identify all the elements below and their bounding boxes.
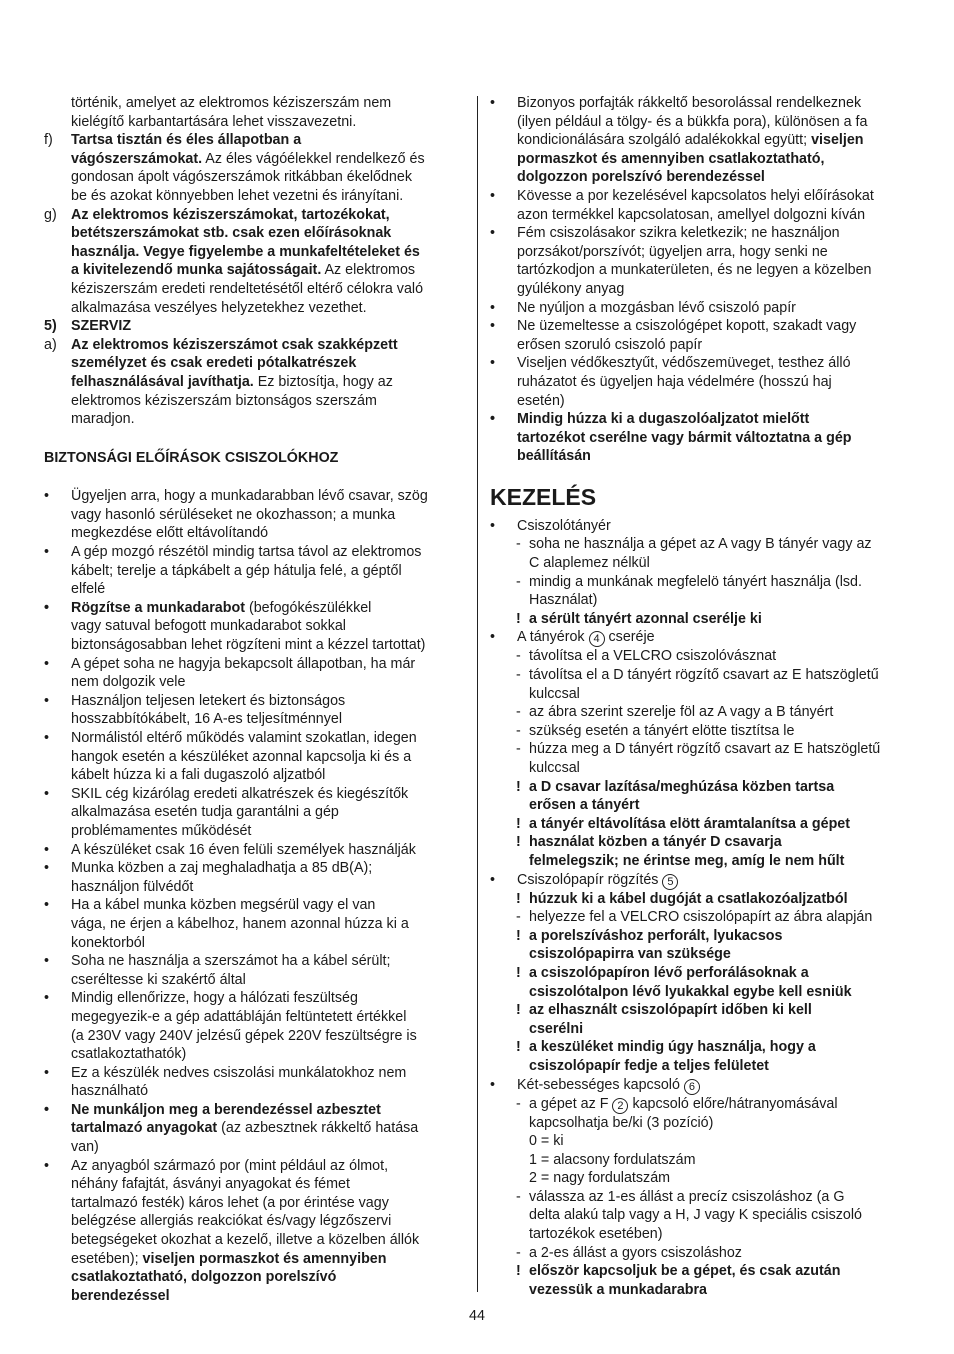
- text-line: a sérült tányért azonnal cserélje ki: [529, 610, 762, 627]
- text-line: gondosan ápolt vágószerszámok ritkábban ékelődnek: [71, 169, 412, 186]
- bullet-icon: •: [44, 1064, 50, 1081]
- text-line: kulccsal: [529, 685, 580, 702]
- bullet-icon: •: [490, 1076, 496, 1093]
- bullet-icon: •: [44, 785, 50, 802]
- text-line: húzzuk ki a kábel dugóját a csatlakozóaljzatból: [529, 890, 848, 907]
- text-line: alkalmazása veszélyes helyzetekhez vezethet.: [71, 299, 367, 316]
- sub-item: [516, 535, 912, 572]
- dash-icon: -: [516, 1188, 521, 1205]
- bullet-icon: •: [490, 95, 496, 111]
- bullet-item: [490, 299, 912, 318]
- text-line: a porelszíváshoz perforált, lyukacsos: [529, 927, 783, 944]
- bullet-item: [44, 896, 466, 952]
- text-line: megegyezik-e a gép adattábláján feltüntetett értékkel: [71, 1008, 407, 1025]
- text-line: alkalmazása esetén tudja garantálni a gép: [71, 804, 339, 821]
- bullet-icon: •: [490, 299, 496, 316]
- text-line: történik, amelyet az elektromos kéziszerszám nem: [71, 95, 392, 111]
- bullet-item: [490, 224, 912, 298]
- text-line: 2 = nagy fordulatszám: [529, 1170, 671, 1187]
- text-line: Ez a készülék nedves csiszolási munkálatokhoz nem: [71, 1064, 407, 1081]
- rule-marker: g): [44, 206, 57, 223]
- text-line: csiszolótalpon lévő lyukakkal egybe kell esniük: [529, 983, 852, 1000]
- text-line: az elhasznált csiszolópapírt időben ki kell: [529, 1002, 812, 1019]
- text-line: C alaplemez nélkül: [529, 555, 650, 572]
- exclamation-icon: !: [516, 778, 521, 795]
- speed-switch-section: [490, 1076, 912, 1095]
- rule-f: [44, 131, 466, 205]
- text-line: tartalmazó anyagokat (az azbesztnek rákkeltő hatása: [71, 1120, 419, 1137]
- warning-note: [516, 1038, 912, 1075]
- dash-icon: -: [516, 536, 521, 553]
- text-line: csiszolópapirra van szüksége: [529, 946, 731, 963]
- text-line: tartozékot cserélne vagy bármit változtatna a gép: [517, 429, 852, 446]
- sub-item: [516, 703, 912, 722]
- text-line: cseréltesse ki szakértő által: [71, 971, 246, 988]
- text-line: (a 230V vagy 240V jelzésű gépek 220V feszültségre is: [71, 1027, 417, 1044]
- text-line: néhány fafajtát, ásványi anyagokat és fémet: [71, 1176, 350, 1193]
- figure-number-icon: 2: [612, 1098, 628, 1114]
- rule-g: [44, 206, 466, 318]
- text-line: használható: [71, 1083, 149, 1100]
- warning-note: [516, 1262, 912, 1299]
- exclamation-icon: !: [516, 1263, 521, 1280]
- text-line: válassza az 1-es állást a precíz csiszoláshoz (a G: [529, 1188, 845, 1205]
- text-line: vezessük a munkadarabra: [529, 1281, 708, 1298]
- text-line: porzsákot/porszívót; ügyeljen arra, hogy senki ne: [517, 243, 828, 260]
- bullet-icon: •: [490, 318, 496, 335]
- dash-icon: -: [516, 648, 521, 665]
- text-line: van): [71, 1139, 99, 1156]
- text-line: felmelegszik; ne érintse meg, amíg le nem hűlt: [529, 852, 845, 869]
- safety-bullet-list: [44, 487, 466, 1305]
- plate-change-section: [490, 628, 912, 647]
- dash-icon: -: [516, 722, 521, 739]
- bullet-item: [490, 410, 912, 466]
- text-line: erősen a tányért: [529, 797, 640, 814]
- sandpaper-section: [490, 871, 912, 890]
- text-line: felhasználásával javíthatja. Ez biztosítja, hogy az: [71, 373, 393, 390]
- text-line: Mindig ellenőrizze, hogy a hálózati feszültség: [71, 990, 358, 1007]
- bullet-item: [44, 1064, 466, 1101]
- bullet-icon: •: [44, 897, 50, 914]
- kezeles-title: KEZELÉS: [490, 483, 597, 510]
- text-line: Az anyagból származó por (mint például az ólmot,: [71, 1157, 389, 1174]
- rule-a: [44, 336, 466, 429]
- exclamation-icon: !: [516, 1002, 521, 1019]
- text-line: vagy satuval befogott munkadarabot sokkal: [71, 618, 346, 635]
- text-line: elfelé: [71, 581, 106, 598]
- rule-marker: a): [44, 336, 57, 353]
- safety-heading: BIZTONSÁGI ELŐÍRÁSOK CSISZOLÓKHOZ: [44, 449, 339, 466]
- section-title: SZERVIZ: [71, 318, 132, 335]
- warning-note: [516, 927, 912, 964]
- bullet-icon: •: [490, 629, 496, 646]
- text-line: csatlakoztatható, dolgozzon porelszívó: [71, 1269, 337, 1286]
- text-line: Ne munkáljon meg a berendezéssel azbesztet: [71, 1101, 381, 1118]
- bullet-item: [490, 354, 912, 410]
- bullet-item: [44, 952, 466, 989]
- text-line: Soha ne használja a szerszámot ha a kábel sérült;: [71, 953, 391, 970]
- section-label: Két-sebességes kapcsoló: [517, 1076, 680, 1093]
- bullet-icon: •: [44, 953, 50, 970]
- text-line: Ne üzemeltesse a csiszológépet kopott, szakadt vagy: [517, 318, 857, 335]
- exclamation-icon: !: [516, 890, 521, 907]
- text-line: belégzése allergiás reakciókat és/vagy légzőszervi: [71, 1213, 392, 1230]
- text-line: elektromos kéziszerszám biztonságos szerszám: [71, 392, 377, 409]
- text-line: mindig a munkának megfelelö tányért használja (lsd.: [529, 573, 862, 590]
- text-line: esetén): [517, 392, 565, 409]
- bullet-item: [490, 317, 912, 354]
- warning-note: [516, 833, 912, 870]
- text-line: Bizonyos porfajták rákkeltő besorolással rendelkeznek: [517, 95, 862, 111]
- text-line: kéziszerszám eredeti rendeltetésétől eltérő célokra való: [71, 280, 424, 297]
- exclamation-icon: !: [516, 964, 521, 981]
- figure-number-icon: 6: [684, 1079, 700, 1095]
- continued-paragraph: [44, 94, 466, 131]
- rule-marker: f): [44, 132, 53, 149]
- text-line: használja. Vegye figyelembe a munkafeltételeket és: [71, 243, 420, 260]
- figure-number-icon: 4: [589, 631, 605, 647]
- text-line: esetében); viseljen pormaszkot és amennyiben: [71, 1250, 387, 1267]
- text-line: Kövesse a por kezelésével kapcsolatos helyi előírásokat: [517, 187, 874, 204]
- text-line: Rögzítse a munkadarabot (befogókészülékkel: [71, 599, 372, 616]
- exclamation-icon: !: [516, 834, 521, 851]
- text-line: használjon fülvédőt: [71, 878, 194, 895]
- text-line: használat közben a tányér D csavarja: [529, 834, 782, 851]
- text-line: Ügyeljen arra, hogy a munkadarabban lévő csavar, szög: [71, 488, 428, 505]
- bullet-item: [44, 599, 466, 655]
- bullet-item: [44, 1101, 466, 1157]
- warning-note: [516, 964, 912, 1001]
- exclamation-icon: !: [516, 610, 521, 627]
- bullet-icon: •: [490, 187, 496, 204]
- text-line: soha ne használja a gépet az A vagy B tányér vagy az: [529, 536, 872, 553]
- bullet-icon: •: [44, 860, 50, 877]
- text-line: cserélni: [529, 1020, 584, 1037]
- warning-note: [516, 778, 912, 815]
- bullet-item: [44, 655, 466, 692]
- bullet-icon: •: [490, 517, 496, 534]
- bullet-item: [44, 859, 466, 896]
- bullet-item: [44, 487, 466, 543]
- bullet-icon: •: [44, 544, 50, 561]
- warning-note: [516, 1001, 912, 1038]
- text-line: ruházatot és ügyeljen haja védelmére (hosszú haj: [517, 373, 832, 390]
- section-label-tail: cseréje: [608, 629, 655, 646]
- dash-icon: -: [516, 741, 521, 758]
- section-label: Csiszolótányér: [517, 517, 611, 534]
- text-line: betétszerszámokat stb. csak ezen előírásoknak: [71, 225, 392, 242]
- bullet-icon: •: [44, 990, 50, 1007]
- text-line: Az elektromos kéziszerszámokat, tartozékokat,: [71, 206, 390, 223]
- text-line: Fém csiszolásakor szikra keletkezik; ne használjon: [517, 225, 840, 242]
- text-line: Tartsa tisztán és éles állapotban a: [71, 132, 302, 149]
- warning-note: [516, 815, 912, 834]
- section-label: A tányérok: [517, 629, 585, 646]
- text-line: távolítsa el a VELCRO csiszolóvásznat: [529, 648, 777, 665]
- text-line: Ne nyúljon a mozgásban lévő csiszoló papír: [517, 299, 796, 316]
- page-number: 44: [469, 1308, 485, 1324]
- right-column: [490, 94, 912, 1299]
- text-line: dolgozzon porelszívó berendezéssel: [517, 169, 765, 186]
- text-line: az ábra szerint szerelje föl az A vagy a B tányért: [529, 704, 834, 721]
- text-line: berendezéssel: [71, 1287, 170, 1304]
- text-line: a gépet az F 2 kapcsoló előre/hátranyomásával: [529, 1095, 838, 1112]
- left-column: [44, 94, 466, 1305]
- text-line: tartozékok esetében): [529, 1226, 663, 1243]
- exclamation-icon: !: [516, 815, 521, 832]
- bullet-item: [490, 187, 912, 224]
- sub-item: [516, 1188, 912, 1244]
- text-line: a 2-es állást a gyors csiszoláshoz: [529, 1244, 742, 1261]
- text-line: Mindig húzza ki a dugaszolóaljzatot mielőtt: [517, 411, 810, 428]
- bullet-icon: •: [490, 225, 496, 242]
- text-line: A gép mozgó részétöl mindig tartsa távol az elektromos: [71, 544, 422, 561]
- text-line: Viseljen védőkesztyűt, védőszemüveget, testhez álló: [517, 355, 851, 372]
- bullet-item: [44, 692, 466, 729]
- text-line: betegségeket okozhat a kezelő, illetve a közelben állók: [71, 1232, 420, 1249]
- text-line: kábelt; terelje a tápkábelt a gép hátulja felé, a géptől: [71, 562, 402, 579]
- text-line: gyúlékony anyag: [517, 280, 625, 297]
- warning-note: [516, 610, 912, 629]
- bullet-icon: •: [44, 730, 50, 746]
- text-line: kondicionálására szolgáló adalékokkal együtt; viseljen: [517, 132, 864, 149]
- text-line: problémamentes működését: [71, 822, 252, 839]
- dash-icon: -: [516, 573, 521, 590]
- text-line: húzza meg a D tányért rögzítő csavart az E hatszögletű: [529, 741, 881, 758]
- text-line: csiszolópapír fedje a teljes felületet: [529, 1057, 769, 1074]
- bullet-item: [44, 1157, 466, 1306]
- text-line: kielégítő karbantartására lehet visszavezetni.: [71, 113, 357, 130]
- dash-icon: -: [516, 667, 521, 684]
- text-line: hosszabbítókábelt, 16 A-es teljesítménnyel: [71, 711, 343, 728]
- figure-number-icon: 5: [662, 874, 678, 890]
- text-line: biztonságosabban lehet rögzíteni mint a kézzel tartottat): [71, 637, 426, 654]
- text-line: csatlakoztathatók): [71, 1046, 187, 1063]
- text-line: Normálistól eltérő működés valamint szokatlan, idegen: [71, 730, 417, 746]
- text-line: maradjon.: [71, 411, 135, 428]
- bullet-icon: •: [44, 692, 50, 709]
- text-line: Ha a kábel munka közben megsérül vagy el van: [71, 897, 376, 914]
- text-line: Használjon teljesen letekert és biztonságos: [71, 692, 346, 709]
- text-line: erősen szoruló csiszoló papír: [517, 336, 703, 353]
- text-line: 0 = ki: [529, 1133, 564, 1150]
- text-line: (ilyen például a tölgy- és a bükkfa pora), különösen a fa: [517, 113, 868, 130]
- bullet-icon: •: [44, 655, 50, 672]
- service-heading: [44, 317, 466, 336]
- text-line: a tányér eltávolítása elött áramtalanítsa a gépet: [529, 815, 851, 832]
- exclamation-icon: !: [516, 927, 521, 944]
- text-line: pormaszkot és amennyiben csatlakoztatható,: [517, 150, 825, 167]
- sub-item: [516, 666, 912, 703]
- text-line: Használat): [529, 592, 598, 609]
- bullet-item: [44, 785, 466, 841]
- bullet-icon: •: [44, 488, 50, 505]
- text-line: SKIL cég kizárólag eredeti alkatrészek és kiegészítők: [71, 785, 409, 802]
- text-line: kábelt húzza ki a fali dugaszoló aljzatból: [71, 767, 326, 784]
- text-line: be és azokat könnyebben lehet vezetni és irányítani.: [71, 187, 404, 204]
- text-line: hangok esetén a készüléket azonnal kapcsolja ki és a: [71, 748, 412, 765]
- sub-item: [516, 722, 912, 741]
- text-line: távolítsa el a D tányért rögzítő csavart az E hatszögletű: [529, 667, 879, 684]
- bullet-icon: •: [44, 1157, 50, 1174]
- text-line: szükség esetén a tányért elötte tisztítsa le: [529, 722, 795, 739]
- text-line: kapcsolhatja be/ki (3 pozíció): [529, 1114, 714, 1131]
- sub-item: [516, 1244, 912, 1263]
- text-line: nem dolgozik vele: [71, 674, 186, 691]
- exclamation-icon: !: [516, 1039, 521, 1056]
- section-label: Csiszolópapír rögzítés: [517, 871, 659, 888]
- bullet-item: [44, 841, 466, 860]
- text-line: 1 = alacsony fordulatszám: [529, 1151, 696, 1168]
- section-number: 5): [44, 318, 57, 335]
- text-line: tartózkodjon a munkaterületen, és ne legyen a közelben: [517, 262, 872, 279]
- text-line: azon termékkel kapcsolatosan, amellyel dolgozni kíván: [517, 206, 866, 223]
- text-line: Az elektromos kéziszerszámot csak szakképzett: [71, 336, 398, 353]
- text-line: tartalmazó festék) káros lehet (a por érintése vagy: [71, 1194, 389, 1211]
- text-line: a csiszolópapíron lévő perforálásoknak a: [529, 964, 809, 981]
- bullet-item: [44, 729, 466, 785]
- sub-item: [516, 1095, 912, 1188]
- dash-icon: -: [516, 1244, 521, 1261]
- bullet-icon: •: [44, 841, 50, 858]
- text-line: személyzet és csak eredeti pótalkatrészek: [71, 355, 357, 372]
- bullet-item: [44, 543, 466, 599]
- text-line: a keszüléket mindig úgy használja, hogy a: [529, 1039, 816, 1056]
- text-line: delta alakú talp vagy a H, J vagy K speciális csiszoló: [529, 1207, 862, 1224]
- sub-item: [516, 740, 912, 777]
- text-line: vága, ne érjen a kábelhoz, hanem azonnal húzza ki a: [71, 915, 409, 932]
- sub-item: [516, 647, 912, 666]
- dash-icon: -: [516, 1095, 521, 1112]
- bullet-icon: •: [44, 1101, 50, 1118]
- bullet-item: [490, 94, 912, 187]
- text-line: először kapcsoljuk be a gépet, és csak azután: [529, 1263, 841, 1280]
- text-line: megkezdése előtt eltávolítandó: [71, 525, 269, 542]
- text-line: helyezze fel a VELCRO csiszolópapírt az ábra alapján: [529, 909, 873, 926]
- text-line: Munka közben a zaj meghaladhatja a 85 dB(A);: [71, 860, 373, 877]
- dash-icon: -: [516, 704, 521, 721]
- warning-note: [516, 890, 912, 909]
- text-line: A gépet soha ne hagyja bekapcsolt állapotban, ha már: [71, 655, 416, 672]
- dust-bullet-list: [490, 94, 912, 466]
- text-line: a D csavar lazítása/meghúzása közben tartsa: [529, 778, 835, 795]
- sanding-plate-section: [490, 517, 912, 536]
- text-line: vagy hasonló sérüléseket ne okozhasson; a munka: [71, 506, 396, 523]
- sub-item: [516, 573, 912, 610]
- text-line: kulccsal: [529, 760, 580, 776]
- bullet-icon: •: [490, 871, 496, 888]
- text-line: a kivitelezendő munka sajátosságait. Az elektromos: [71, 262, 416, 279]
- text-line: konektorból: [71, 934, 145, 951]
- dash-icon: -: [516, 909, 521, 926]
- bullet-icon: •: [490, 411, 496, 428]
- text-line: A készüléket csak 16 éven felüli személyek használják: [71, 841, 416, 858]
- bullet-icon: •: [490, 355, 496, 372]
- text-line: beállításán: [517, 448, 591, 465]
- column-divider: [477, 96, 478, 1292]
- bullet-icon: •: [44, 599, 50, 616]
- sub-item: [516, 908, 912, 927]
- text-line: vágószerszámokat. Az éles vágóélekkel rendelkező és: [71, 150, 425, 167]
- bullet-item: [44, 989, 466, 1063]
